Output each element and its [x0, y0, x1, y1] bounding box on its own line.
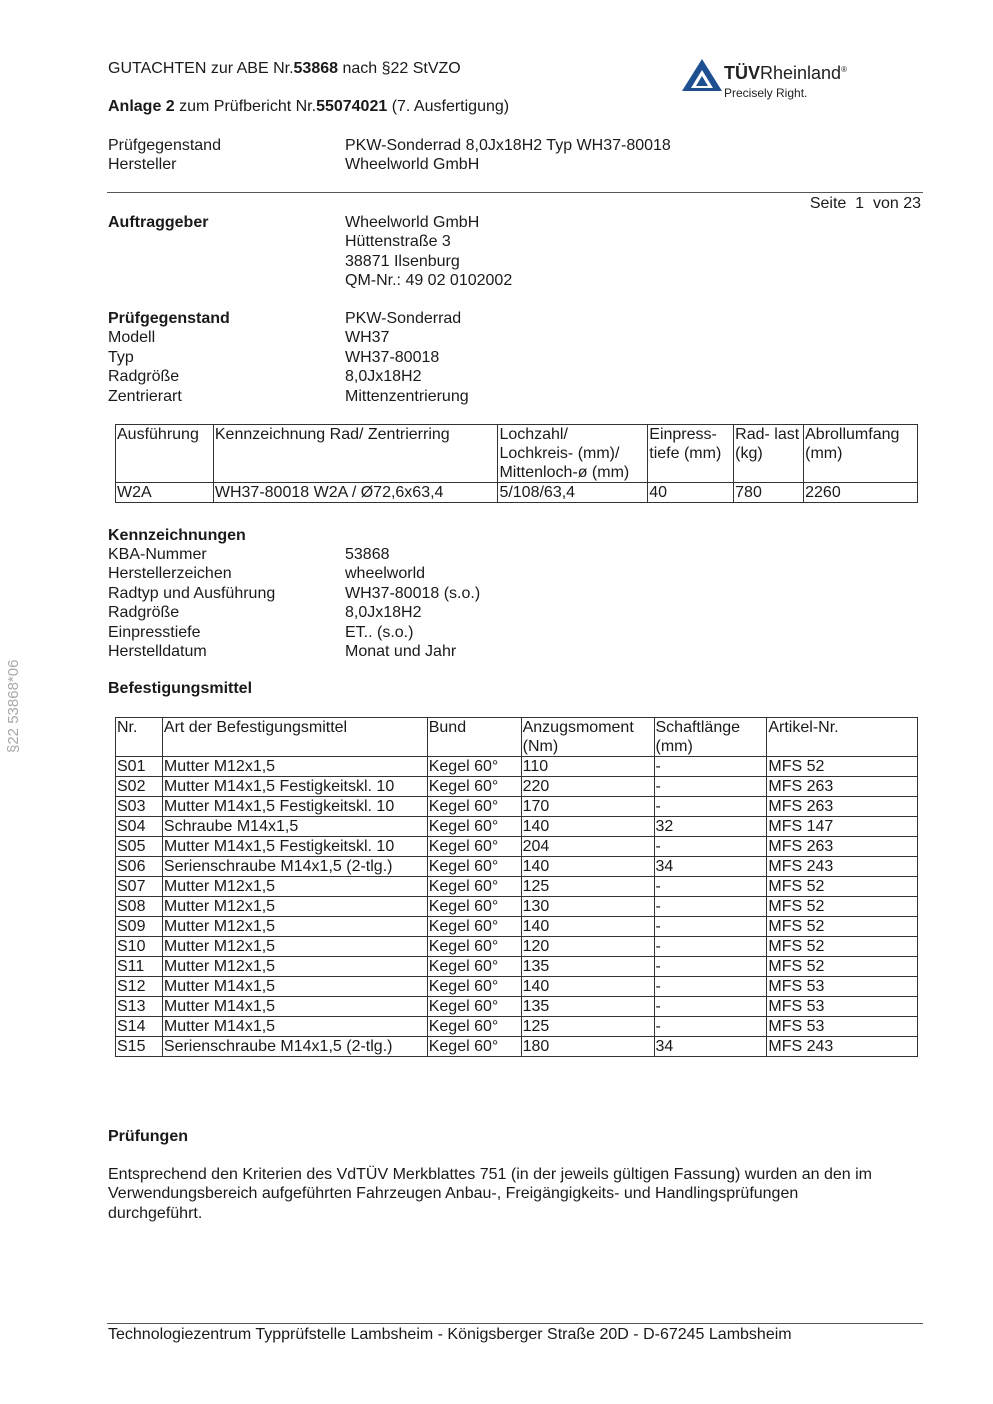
subject-value: PKW-Sonderrad 8,0Jx18H2 Typ WH37-80018 — [345, 137, 671, 154]
fastener-type-cell: Serienschraube M14x1,5 (2-tlg.) — [162, 1037, 427, 1057]
shaft-length-cell: 32 — [654, 817, 767, 837]
brand-rest: Rheinland — [760, 63, 842, 83]
offset-value: ET.. (s.o.) — [345, 623, 414, 641]
header-line: Abrollumfang — [805, 426, 900, 443]
article-number-cell: MFS 53 — [767, 977, 918, 997]
col-header-torque — [521, 718, 654, 757]
col-header-variant — [116, 425, 214, 483]
torque-cell: 140 — [521, 817, 654, 837]
header-line: Ausführung — [117, 426, 199, 443]
article-number-cell: MFS 53 — [767, 1017, 918, 1037]
centering-value: Mittenzentrierung — [345, 387, 469, 405]
shaft-length-cell: - — [654, 797, 767, 817]
torque-cell: 170 — [521, 797, 654, 817]
shaft-length-cell: 34 — [654, 857, 767, 877]
table-row — [116, 757, 918, 777]
model-value: WH37 — [345, 329, 390, 347]
shaft-length-cell: - — [654, 777, 767, 797]
shaft-length-cell: - — [654, 837, 767, 857]
article-number-cell: MFS 147 — [767, 817, 918, 837]
shaft-length-cell: - — [654, 1017, 767, 1037]
table-row — [116, 837, 918, 857]
number-cell: S07 — [116, 877, 163, 897]
table-row — [116, 977, 918, 997]
header-line: (Nm) — [522, 738, 559, 755]
header-line: Mittenloch-ø (mm) — [499, 464, 630, 481]
test-object-values — [345, 309, 469, 406]
torque-cell: 140 — [521, 977, 654, 997]
test-object-value: PKW-Sonderrad — [345, 310, 462, 327]
article-number-cell: MFS 52 — [767, 757, 918, 777]
tests-line: Verwendungsbereich aufgeführten Fahrzeugen Anbau-, Freigängigkeits- und Handlingsprüfungen — [108, 1185, 799, 1203]
wheel-load-cell: 780 — [734, 483, 804, 503]
seat-cell: Kegel 60° — [427, 1037, 521, 1057]
side-registration-mark: §22 53868*06 — [5, 659, 22, 753]
shaft-length-cell: - — [654, 897, 767, 917]
torque-cell: 220 — [521, 777, 654, 797]
fasteners-title: Befestigungsmittel — [108, 680, 253, 697]
header-line: Anzugsmoment — [522, 719, 634, 736]
test-report-number: 55074021 — [316, 98, 388, 115]
header-divider — [107, 192, 923, 193]
fastener-type-cell: Mutter M12x1,5 — [162, 757, 427, 777]
title-prefix: GUTACHTEN zur ABE Nr. — [108, 60, 294, 77]
shaft-length-cell: - — [654, 877, 767, 897]
torque-cell: 120 — [521, 937, 654, 957]
wheel-type-label: Radtyp und Ausführung — [108, 584, 276, 602]
client-street: Hüttenstraße 3 — [345, 233, 451, 251]
markings-title: Kennzeichnungen — [108, 527, 246, 544]
header-line: Artikel-Nr. — [768, 719, 839, 736]
article-number-cell: MFS 52 — [767, 957, 918, 977]
production-date-value: Monat und Jahr — [345, 642, 457, 660]
header-line: Schaftlänge — [655, 719, 741, 736]
type-label: Typ — [108, 348, 134, 366]
test-object-label: Prüfgegenstand — [108, 310, 230, 327]
annex-label: Anlage 2 — [108, 98, 175, 115]
torque-cell: 125 — [521, 1017, 654, 1037]
seat-cell: Kegel 60° — [427, 857, 521, 877]
offset-label: Einpresstiefe — [108, 623, 201, 641]
shaft-length-cell: - — [654, 917, 767, 937]
article-number-cell: MFS 52 — [767, 937, 918, 957]
col-header-offset — [648, 425, 734, 483]
number-cell: S08 — [116, 897, 163, 917]
fastener-type-cell: Schraube M14x1,5 — [162, 817, 427, 837]
seat-cell: Kegel 60° — [427, 777, 521, 797]
brand-name — [724, 63, 847, 84]
table-row — [116, 997, 918, 1017]
torque-cell: 125 — [521, 877, 654, 897]
header-line: Kennzeichnung Rad/ Zentrierring — [214, 426, 450, 443]
col-header-wheel-load — [734, 425, 804, 483]
header-line: (mm) — [655, 738, 693, 755]
header-line: Nr. — [117, 719, 138, 736]
kba-number-value: 53868 — [345, 546, 390, 563]
type-value: WH37-80018 — [345, 348, 440, 366]
tests-title: Prüfungen — [108, 1128, 188, 1145]
fastener-type-cell: Mutter M14x1,5 — [162, 1017, 427, 1037]
col-header-shaft-length — [654, 718, 767, 757]
header-line: (mm) — [805, 445, 843, 462]
article-number-cell: MFS 263 — [767, 797, 918, 817]
client-label: Auftraggeber — [108, 214, 209, 231]
number-cell: S12 — [116, 977, 163, 997]
article-number-cell: MFS 263 — [767, 837, 918, 857]
fastener-type-cell: Mutter M14x1,5 Festigkeitskl. 10 — [162, 797, 427, 817]
article-number-cell: MFS 243 — [767, 1037, 918, 1057]
number-cell: S02 — [116, 777, 163, 797]
subject-label: Prüfgegenstand — [108, 137, 221, 154]
table-row — [116, 1037, 918, 1057]
seat-cell: Kegel 60° — [427, 957, 521, 977]
shaft-length-cell: - — [654, 957, 767, 977]
footer-divider — [107, 1323, 923, 1324]
col-header-marking — [213, 425, 498, 483]
tests-line: Entsprechend den Kriterien des VdTÜV Merkblattes 751 (in der jeweils gültigen Fassung) wurden an den im — [108, 1166, 872, 1183]
fastener-header-row — [116, 718, 918, 757]
fastener-type-cell: Mutter M14x1,5 — [162, 977, 427, 997]
fastener-type-cell: Mutter M12x1,5 — [162, 917, 427, 937]
col-header-number — [116, 718, 163, 757]
wheel-size-label: Radgröße — [108, 604, 180, 622]
table-row — [116, 797, 918, 817]
brand-tagline: Precisely Right. — [724, 86, 808, 100]
table-row — [116, 777, 918, 797]
table-row — [116, 1017, 918, 1037]
page-number: Seite 1 von 23 — [809, 195, 921, 212]
fastener-type-cell: Mutter M12x1,5 — [162, 877, 427, 897]
torque-cell: 140 — [521, 917, 654, 937]
number-cell: S04 — [116, 817, 163, 837]
subtitle-suffix: (7. Ausfertigung) — [387, 98, 510, 115]
number-cell: S09 — [116, 917, 163, 937]
article-number-cell: MFS 53 — [767, 997, 918, 1017]
report-title — [108, 59, 461, 78]
manufacturer-label: Hersteller — [108, 156, 177, 173]
marking-cell: WH37-80018 W2A / Ø72,6x63,4 — [213, 483, 498, 503]
variant-cell: W2A — [116, 483, 214, 503]
number-cell: S15 — [116, 1037, 163, 1057]
offset-cell: 40 — [648, 483, 734, 503]
client-name: Wheelworld GmbH — [345, 214, 480, 231]
markings-values — [345, 545, 480, 661]
fastener-type-cell: Mutter M14x1,5 — [162, 997, 427, 1017]
registered-mark: ® — [841, 65, 847, 74]
number-cell: S10 — [116, 937, 163, 957]
article-number-cell: MFS 52 — [767, 917, 918, 937]
wheel-type-value: WH37-80018 (s.o.) — [345, 584, 481, 602]
header-line: Einpress- — [649, 426, 717, 443]
production-date-label: Herstelldatum — [108, 642, 207, 660]
fastener-type-cell: Mutter M12x1,5 — [162, 957, 427, 977]
tests-paragraph — [108, 1165, 872, 1223]
abe-number: 53868 — [293, 60, 339, 77]
seat-cell: Kegel 60° — [427, 877, 521, 897]
shaft-length-cell: - — [654, 937, 767, 957]
seat-cell: Kegel 60° — [427, 997, 521, 1017]
number-cell: S06 — [116, 857, 163, 877]
seat-cell: Kegel 60° — [427, 917, 521, 937]
shaft-length-cell: - — [654, 977, 767, 997]
model-label: Modell — [108, 329, 156, 347]
seat-cell: Kegel 60° — [427, 797, 521, 817]
torque-cell: 204 — [521, 837, 654, 857]
table-row — [116, 483, 918, 503]
number-cell: S14 — [116, 1017, 163, 1037]
header-line: Art der Befestigungsmittel — [163, 719, 348, 736]
header-line: Lochzahl/ — [499, 426, 568, 443]
seat-cell: Kegel 60° — [427, 757, 521, 777]
shaft-length-cell: - — [654, 757, 767, 777]
header-line: (kg) — [735, 445, 763, 462]
torque-cell: 135 — [521, 997, 654, 1017]
table-row — [116, 917, 918, 937]
title-suffix: nach §22 StVZO — [338, 60, 461, 77]
seat-cell: Kegel 60° — [427, 897, 521, 917]
torque-cell: 130 — [521, 897, 654, 917]
col-header-fastener-type — [162, 718, 427, 757]
header-line: Bund — [428, 719, 467, 736]
shaft-length-cell: 34 — [654, 1037, 767, 1057]
manufacturer-value: Wheelworld GmbH — [345, 156, 480, 173]
tuv-rheinland-logo — [680, 55, 880, 105]
wheel-size-label: Radgröße — [108, 368, 180, 386]
report-subtitle — [108, 97, 509, 116]
client-qm-number: QM-Nr.: 49 02 0102002 — [345, 272, 513, 290]
header-line: Rad- last — [735, 426, 800, 443]
manufacturer-mark-value: wheelworld — [345, 565, 426, 583]
torque-cell: 140 — [521, 857, 654, 877]
subtitle-mid: zum Prüfbericht Nr. — [174, 98, 317, 115]
number-cell: S13 — [116, 997, 163, 1017]
table-row — [116, 897, 918, 917]
tests-line: durchgeführt. — [108, 1204, 203, 1222]
table-row — [116, 857, 918, 877]
variant-table — [115, 424, 918, 503]
article-number-cell: MFS 243 — [767, 857, 918, 877]
col-header-article-number — [767, 718, 918, 757]
shaft-length-cell: - — [654, 997, 767, 1017]
fastener-type-cell: Mutter M12x1,5 — [162, 937, 427, 957]
footer-address: Technologiezentrum Typprüfstelle Lambsheim - Königsberger Straße 20D - D-67245 Lambsheim — [108, 1326, 792, 1343]
fastener-type-cell: Mutter M12x1,5 — [162, 897, 427, 917]
number-cell: S03 — [116, 797, 163, 817]
kba-number-label: KBA-Nummer — [108, 546, 207, 563]
client-city: 38871 Ilsenburg — [345, 252, 460, 270]
manufacturer-mark-label: Herstellerzeichen — [108, 565, 232, 583]
triangle-logo-icon — [680, 57, 724, 93]
seat-cell: Kegel 60° — [427, 817, 521, 837]
col-header-circumference — [804, 425, 918, 483]
variant-header-row — [116, 425, 918, 483]
circumference-cell: 2260 — [804, 483, 918, 503]
table-row — [116, 957, 918, 977]
header-line: Lochkreis- (mm)/ — [499, 445, 620, 462]
fastener-type-cell: Mutter M14x1,5 Festigkeitskl. 10 — [162, 837, 427, 857]
number-cell: S05 — [116, 837, 163, 857]
torque-cell: 135 — [521, 957, 654, 977]
brand-bold: TÜV — [724, 63, 760, 83]
seat-cell: Kegel 60° — [427, 977, 521, 997]
fastener-type-cell: Mutter M14x1,5 Festigkeitskl. 10 — [162, 777, 427, 797]
fastener-table — [115, 717, 918, 1057]
seat-cell: Kegel 60° — [427, 937, 521, 957]
fastener-type-cell: Serienschraube M14x1,5 (2-tlg.) — [162, 857, 427, 877]
article-number-cell: MFS 52 — [767, 897, 918, 917]
markings-labels — [108, 545, 275, 661]
wheel-size-value: 8,0Jx18H2 — [345, 368, 422, 386]
torque-cell: 180 — [521, 1037, 654, 1057]
number-cell: S11 — [116, 957, 163, 977]
fastener-rows — [116, 757, 918, 1057]
wheel-size-value: 8,0Jx18H2 — [345, 604, 422, 622]
col-header-seat — [427, 718, 521, 757]
header-line: tiefe (mm) — [649, 445, 722, 462]
seat-cell: Kegel 60° — [427, 1017, 521, 1037]
torque-cell: 110 — [521, 757, 654, 777]
seat-cell: Kegel 60° — [427, 837, 521, 857]
table-row — [116, 877, 918, 897]
centering-label: Zentrierart — [108, 387, 182, 405]
table-row — [116, 937, 918, 957]
table-row — [116, 817, 918, 837]
bolt-pattern-cell: 5/108/63,4 — [498, 483, 648, 503]
test-object-labels — [108, 309, 230, 406]
client-address — [345, 213, 512, 291]
article-number-cell: MFS 263 — [767, 777, 918, 797]
article-number-cell: MFS 52 — [767, 877, 918, 897]
col-header-bolt-pattern — [498, 425, 648, 483]
number-cell: S01 — [116, 757, 163, 777]
